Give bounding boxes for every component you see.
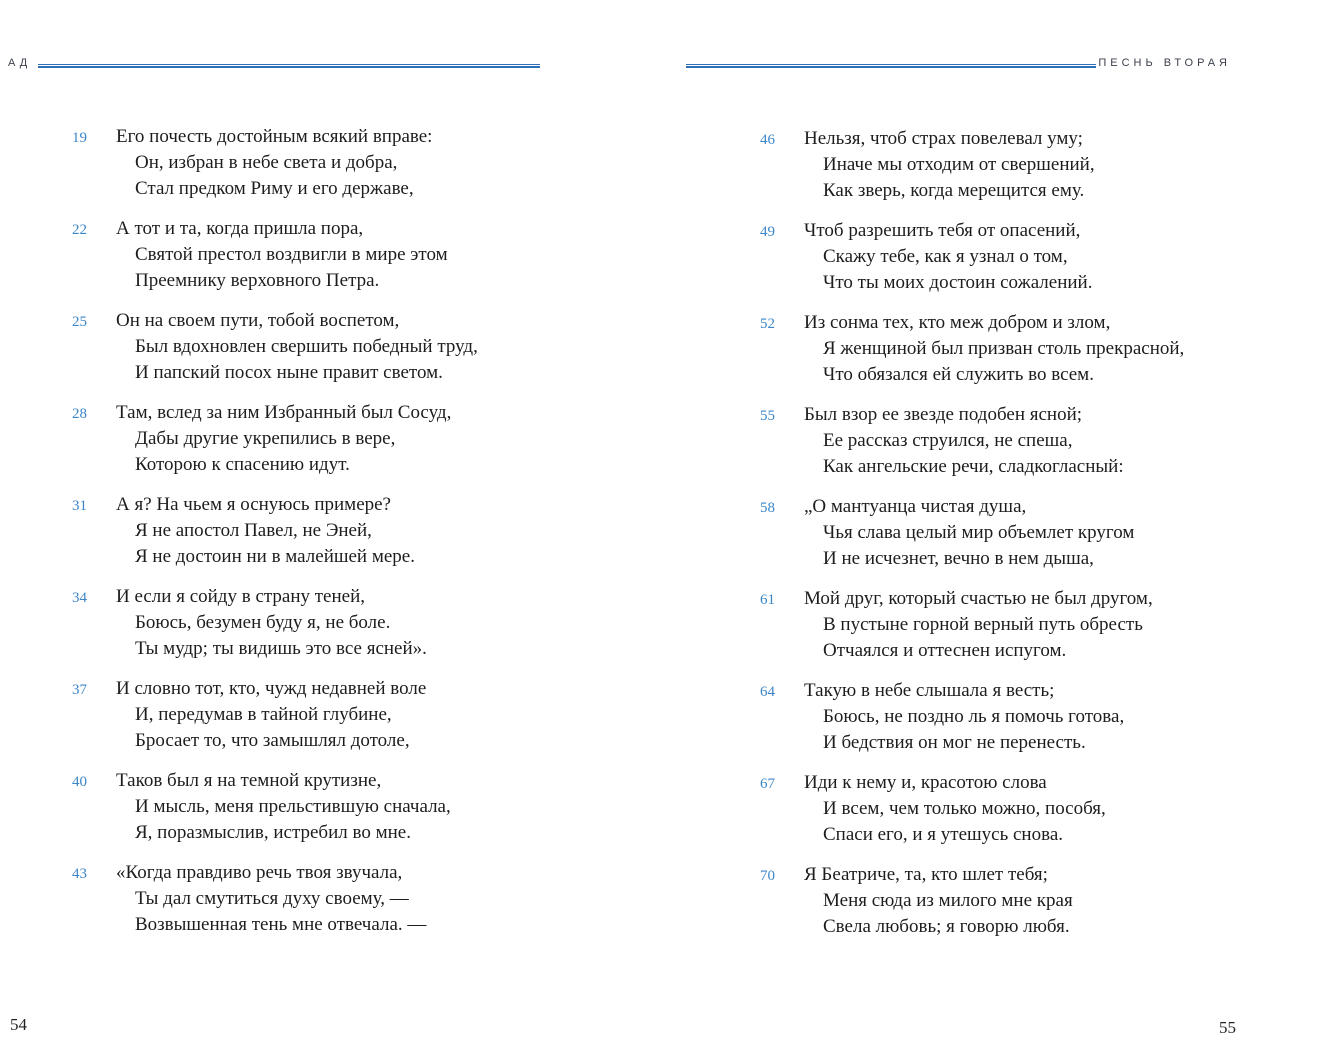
verse-line: Что обязался ей служить во всем.	[823, 364, 1094, 385]
line-number: 34	[72, 590, 87, 606]
verse-line: Возвышенная тень мне отвечала. —	[135, 914, 427, 935]
verse-line: Преемнику верховного Петра.	[135, 270, 380, 291]
verse-line: В пустыне горной верный путь обресть	[823, 614, 1143, 635]
line-number: 70	[760, 868, 775, 884]
verse-line: Стал предком Риму и его державе,	[135, 178, 414, 199]
verse-line: Его почесть достойным всякий вправе:	[116, 126, 433, 147]
verse-line: Я, поразмыслив, истребил во мне.	[135, 822, 411, 843]
verse-line: И папский посох ныне правит светом.	[135, 362, 443, 383]
verse-line: Там, вслед за ним Избранный был Сосуд,	[116, 402, 452, 423]
verse-line: „О мантуанца чистая душа,	[804, 496, 1027, 517]
verse-line: Был взор ее звезде подобен ясной;	[804, 404, 1083, 425]
line-number: 49	[760, 224, 775, 240]
verse-line: Как зверь, когда мерещится ему.	[823, 180, 1085, 201]
verse-line: А тот и та, когда пришла пора,	[116, 218, 364, 239]
page-number-left: 54	[10, 1015, 27, 1034]
verse-line: Иначе мы отходим от свершений,	[823, 154, 1095, 175]
verse-line: Из сонма тех, кто меж добром и злом,	[804, 312, 1111, 333]
line-number: 28	[72, 406, 87, 422]
line-number: 52	[760, 316, 775, 332]
verse-line: Чтоб разрешить тебя от опасений,	[804, 220, 1081, 241]
line-number: 46	[760, 132, 775, 148]
page-number-right: 55	[1219, 1018, 1236, 1037]
running-head-left: АД	[8, 57, 32, 69]
header-rule-left	[38, 64, 540, 68]
verse-line: Как ангельские речи, сладкогласный:	[823, 456, 1124, 477]
verse-line: Что ты моих достоин сожалений.	[823, 272, 1093, 293]
verse-line: Мой друг, который счастью не был другом,	[804, 588, 1153, 609]
line-number: 37	[72, 682, 87, 698]
verse-line: И всем, чем только можно, пособя,	[823, 798, 1106, 819]
right-page	[660, 0, 1319, 1040]
verse-line: Такую в небе слышала я весть;	[804, 680, 1055, 701]
verse-line: Был вдохновлен свершить победный труд,	[135, 336, 478, 357]
line-number: 58	[760, 500, 775, 516]
verse-line: Иди к нему и, красотою слова	[804, 772, 1047, 793]
running-head-right: ПЕСНЬ ВТОРАЯ	[1098, 57, 1231, 69]
line-number: 64	[760, 684, 775, 700]
verse-line: И не исчезнет, вечно в нем дыша,	[823, 548, 1094, 569]
line-number: 31	[72, 498, 87, 514]
verse-line: Чья слава целый мир объемлет кругом	[823, 522, 1135, 543]
verse-line: Боюсь, не поздно ль я помочь готова,	[823, 706, 1125, 727]
verse-line: А я? На чьем я оснуюсь примере?	[116, 494, 391, 515]
verse-line: Отчаялся и оттеснен испугом.	[823, 640, 1067, 661]
verse-line: И мысль, меня прельстившую сначала,	[135, 796, 451, 817]
line-number: 22	[72, 222, 87, 238]
line-number: 40	[72, 774, 87, 790]
verse-line: Меня сюда из милого мне края	[823, 890, 1073, 911]
verse-line: Он на своем пути, тобой воспетом,	[116, 310, 400, 331]
verse-line: «Когда правдиво речь твоя звучала,	[116, 862, 403, 883]
verse-line: Я не достоин ни в малейшей мере.	[135, 546, 415, 567]
verse-line: Спаси его, и я утешусь снова.	[823, 824, 1064, 845]
verse-line: И если я сойду в страну теней,	[116, 586, 366, 607]
verse-line: И, передумав в тайной глубине,	[135, 704, 392, 725]
verse-line: Я Беатриче, та, кто шлет тебя;	[804, 864, 1048, 885]
verse-line: Боюсь, безумен буду я, не боле.	[135, 612, 391, 633]
verse-line: И словно тот, кто, чужд недавней воле	[116, 678, 427, 699]
verse-line: И бедствия он мог не перенесть.	[823, 732, 1086, 753]
verse-line: Ты мудр; ты видишь это все ясней».	[135, 638, 427, 659]
verse-line: Я женщиной был призван столь прекрасной,	[823, 338, 1185, 359]
line-number: 55	[760, 408, 775, 424]
verse-line: Он, избран в небе света и добра,	[135, 152, 398, 173]
verse-line: Дабы другие укрепились в вере,	[135, 428, 396, 449]
verse-line: Ты дал смутиться духу своему, —	[135, 888, 409, 909]
verse-line: Святой престол воздвигли в мире этом	[135, 244, 448, 265]
verse-line: Ее рассказ струился, не спеша,	[823, 430, 1073, 451]
verse-line: Скажу тебе, как я узнал о том,	[823, 246, 1068, 267]
line-number: 43	[72, 866, 87, 882]
verse-line: Я не апостол Павел, не Эней,	[135, 520, 372, 541]
verse-line: Которою к спасению идут.	[135, 454, 350, 475]
verse-line: Бросает то, что замышлял дотоле,	[135, 730, 410, 751]
verse-line: Таков был я на темной крутизне,	[116, 770, 382, 791]
verse-line: Нельзя, чтоб страх повелевал уму;	[804, 128, 1083, 149]
verse-line: Свела любовь; я говорю любя.	[823, 916, 1070, 937]
line-number: 25	[72, 314, 87, 330]
line-number: 19	[72, 130, 87, 146]
line-number: 61	[760, 592, 775, 608]
header-rule-right	[686, 64, 1096, 68]
line-number: 67	[760, 776, 775, 792]
